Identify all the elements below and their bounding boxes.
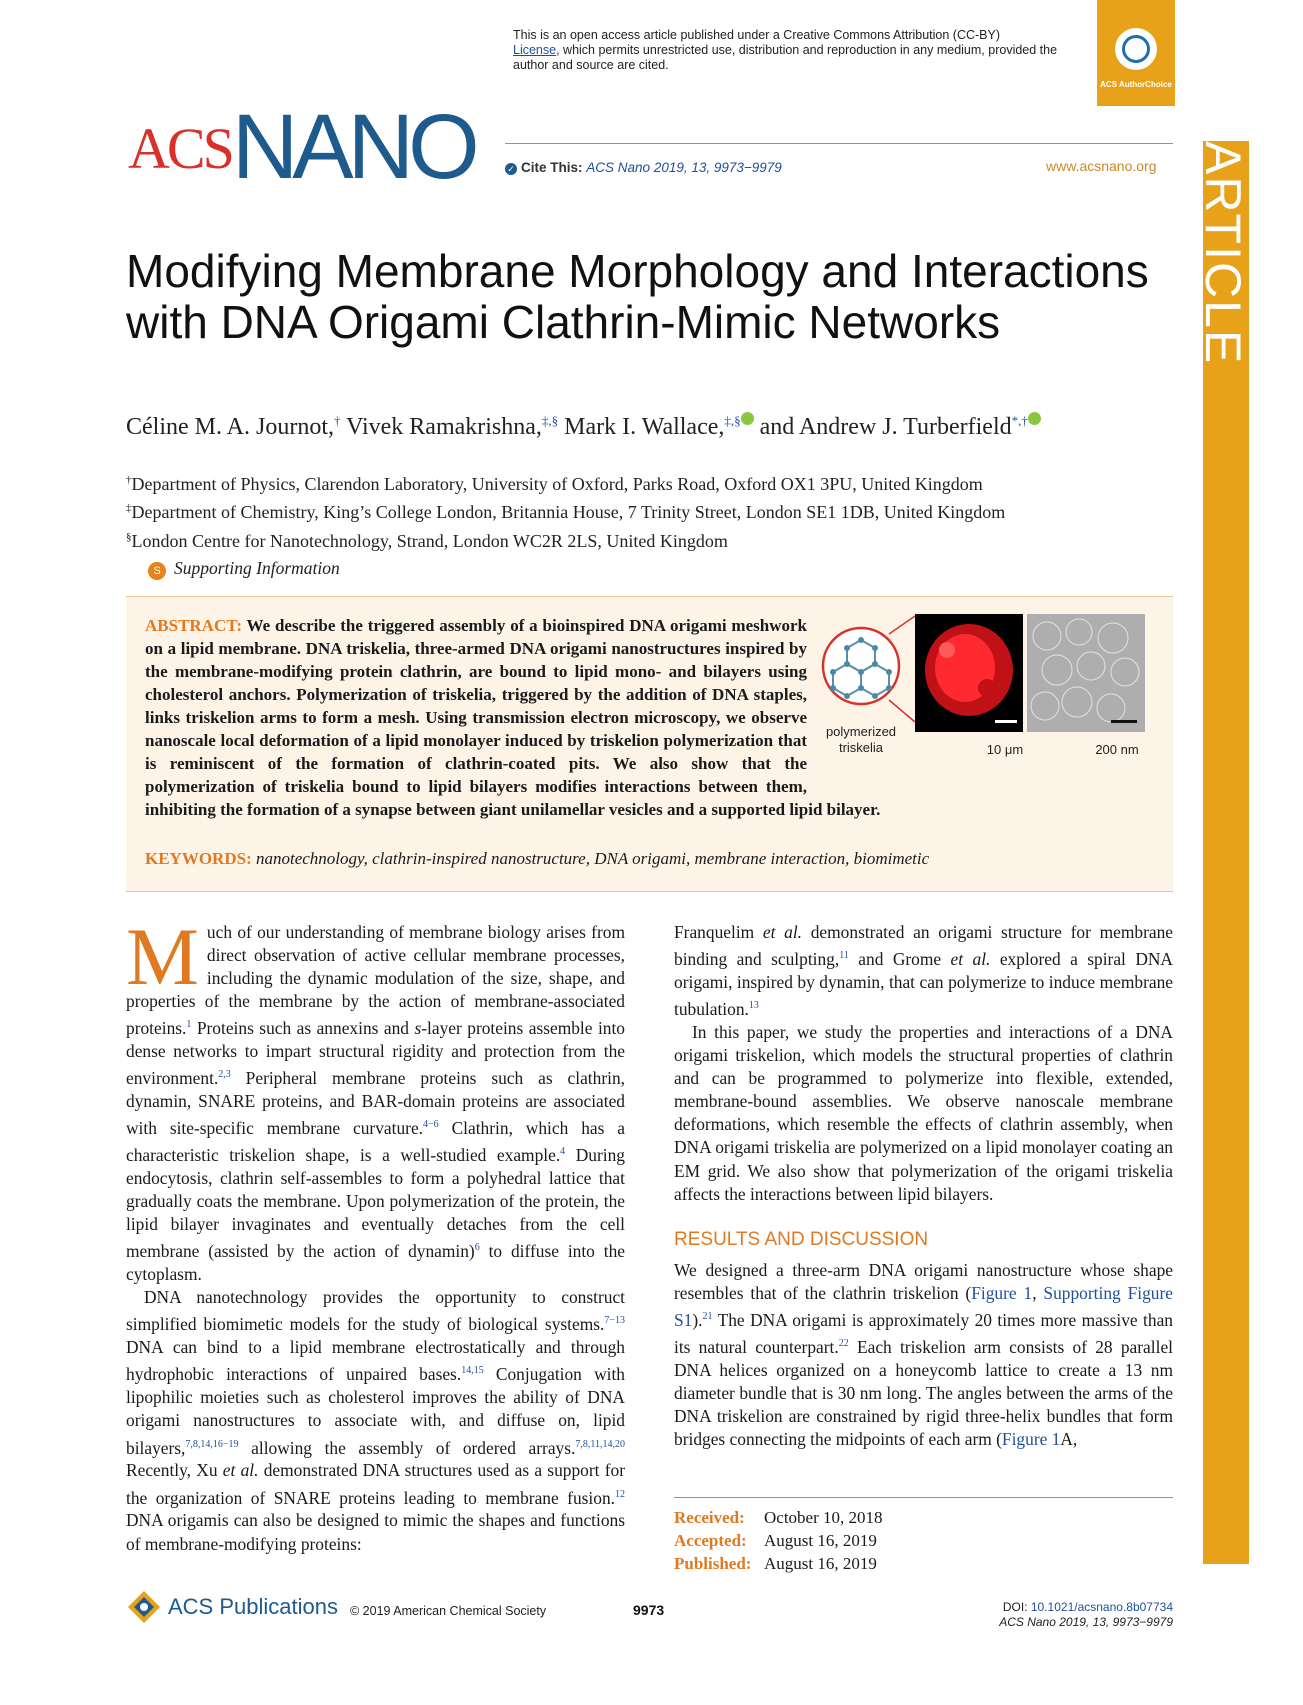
article-title: Modifying Membrane Morphology and Interactions with DNA Origami Clathrin-Mimic Networks (126, 245, 1149, 348)
page-number: 9973 (633, 1602, 665, 1618)
paragraph: Franquelim et al. demonstrated an origami structure for membrane binding and sculpting,$^{11}$ and Grome et al. explored a spiral DNA origami, inspired by dynamin, that can polymerize to induce membrane tubulation.$^{13}$ (674, 922, 1173, 1019)
toc-label-1: polymerized (825, 724, 897, 739)
section-heading: RESULTS AND DISCUSSION (674, 1228, 929, 1250)
author-list: Céline M. A. Journot,† Vivek Ramakrishna,‡,§ Mark I. Wallace,‡,§ and Andrew J. Turberfield*,† (126, 412, 1041, 441)
affiliation: §London Centre for Nanotechnology, Strand, London WC2R 2LS, United Kingdom (126, 531, 728, 551)
dates-rule (674, 1497, 1173, 1498)
toc-graphic-svg (819, 610, 1159, 772)
affiliation: †Department of Physics, Clarendon Laboratory, University of Oxford, Parks Road, Oxford OX1 3PU, United Kingdom (126, 474, 983, 494)
abstract-label: ABSTRACT: (145, 616, 242, 635)
paragraph: DNA nanotechnology provides the opportunity to construct simplified biomimetic models for the study of biological systems.$^{7-13}$ DNA can bind to a lipid membrane electrostatically and through hydrophobic interactions of unpaired bases.$^{14,15}$ Conjugation with lipophilic moieties such as cholesterol improves the ability of DNA origami nanostructures to associate with, and diffuse on, lipid bilayers,$^{7,8,14,16-19}$ allowing the assembly of ordered arrays.$^{7,8,11,14,20}$ Recently, Xu et al. demonstrated DNA structures used as a support for the organization of SNARE proteins leading to membrane fusion.$^{12}$ DNA origamis can also be designed to mimic the shapes and functions of membrane-modifying proteins: (126, 1287, 625, 1554)
body-column-right (674, 921, 1173, 1451)
supporting-info-icon: S (148, 562, 166, 580)
doi-block: DOI: 10.1021/acsnano.8b07734 ACS Nano 2019, 13, 9973−9979 (999, 1600, 1173, 1629)
abstract-body: We describe the triggered assembly of a bioinspired DNA origami meshwork on a lipid membrane. DNA triskelia, three-armed DNA origami nanostructures inspired by the membrane-modifying protein clathrin, are bound to lipid mono- and bilayers using cholesterol anchors. Polymerization of triskelia, triggered by the addition of DNA staples, links triskelion arms to form a mesh. Using transmission electron microscopy, we observe nanoscale local deformation of a lipid monolayer induced by triskelion polymerization that is reminiscent of the formation of clathrin-coated pits. We also show that the polymerization of triskelia bound to lipid bilayers modifies interactions between them, inhibiting the formation of a synapse between giant unilamellar vesicles and a supported lipid bilayer. (145, 616, 881, 819)
date-accepted: Accepted: August 16, 2019 (674, 1531, 877, 1550)
toc-graphic (819, 610, 1159, 772)
date-received: Received: October 10, 2018 (674, 1508, 883, 1527)
author[interactable]: Mark I. Wallace, (564, 414, 725, 440)
open-access-icon (1115, 28, 1157, 70)
open-access-notice: This is an open access article published under a Creative Commons Attribution (CC-BY) License, which permits unrestricted use, distribution and reproduction in any medium, provided the author and source are cited. (513, 28, 1058, 72)
supporting-figure-link: Supporting Figure S1 (674, 1282, 1173, 1330)
acs-authorchoice-badge[interactable]: ACS AuthorChoice (1097, 0, 1175, 106)
paragraph: Much of our understanding of membrane biology arises from direct observation of active cellular membrane processes, including the dynamic modulation of the size, shape, and properties of the membrane by the action of membrane-associated proteins.$^1$ Proteins such as annexins and s-layer proteins assemble into dense networks to impart structural rigidity and protection from the environment.$^{2,3}$ Peripheral membrane proteins such as clathrin, dynamin, SNARE proteins, and BAR-domain proteins are associated with site-specific membrane curvature.$^{4-6}$ Clathrin, which has a characteristic triskelion shape, is a well-studied example.$^4$ During endocytosis, clathrin self-assembles to form a polyhedral lattice that gradually coats the membrane. Upon polymerization of the protein, the lipid bilayer invaginates and eventually detaches from the cell membrane (assisted by the action of dynamin)$^6$ to diffuse into the cytoplasm. (126, 911, 626, 1285)
figure-link: Figure 1 (1001, 1429, 1061, 1450)
supporting-information-link[interactable]: S Supporting Information (148, 558, 340, 580)
date-published: Published: August 16, 2019 (674, 1554, 877, 1573)
author[interactable]: Céline M. A. Journot, (126, 414, 334, 440)
toc-label-2: triskelia (838, 740, 884, 755)
header-rule (505, 143, 1173, 144)
affiliation: ‡Department of Chemistry, King’s College London, Britannia House, 7 Trinity Street, London SE1 1DB, United Kingdom (126, 502, 1006, 522)
article-type-label: ARTICLE (1195, 141, 1251, 366)
scale-label-10um: 10 μm (986, 742, 1024, 757)
paragraph: We designed a three-arm DNA origami nanostructure whose shape resembles that of the clathrin triskelion (Figure 1, Supporting Figure S1).$^{21}$ The DNA origami is approximately 20 times more massive than its natural counterpart.$^{22}$ Each triskelion arm consists of 28 parallel DNA helices organized on a honeycomb lattice to create a 13 nm diameter bundle that is 30 nm long. The angles between the arms of the DNA triskelion are constrained by rigid three-helix bundles that form bridges connecting the midpoints of each arm (Figure 1A, (674, 1259, 1173, 1450)
figure-link: Figure 1 (971, 1282, 1033, 1303)
publication-dates (674, 1506, 883, 1575)
acs-publications-icon (126, 1589, 162, 1625)
orcid-icon[interactable] (741, 412, 754, 425)
orcid-icon[interactable] (1028, 412, 1041, 425)
body-column-left (126, 911, 626, 1556)
scale-label-200nm: 200 nm (1095, 742, 1139, 757)
journal-website-link[interactable]: www.acsnano.org (1046, 158, 1157, 174)
keywords: KEYWORDS: nanotechnology, clathrin-inspired nanostructure, DNA origami, membrane interaction, biomimetic (145, 849, 930, 868)
drop-cap: M (126, 911, 199, 1002)
license-link[interactable]: License (513, 43, 557, 57)
check-icon: ✓ (505, 163, 517, 175)
acs-publications-logo[interactable]: ACS Publications (126, 1589, 338, 1625)
copyright: © 2019 American Chemical Society (350, 1604, 547, 1618)
abstract (145, 614, 1155, 821)
author[interactable]: Vivek Ramakrishna, (346, 414, 542, 440)
paragraph: In this paper, we study the properties and interactions of a DNA origami triskelion, which models the structural properties of clathrin and can be programmed to polymerize into flexible, extended, membrane-bound assemblies. We observe nanoscale membrane deformations, which resemble the effects of clathrin assembly, when DNA origami triskelia are polymerized on a lipid monolayer coating an EM grid. We also show that polymerization of the origami triskelia affects the interactions between lipid bilayers. (674, 1021, 1173, 1204)
journal-logo: ACSNANO (128, 96, 474, 198)
author[interactable]: and Andrew J. Turberfield (759, 414, 1012, 440)
cite-this[interactable]: ✓ Cite This: ACS Nano 2019, 13, 9973−9979 (505, 160, 782, 175)
doi-link[interactable]: 10.1021/acsnano.8b07734 (1030, 1600, 1173, 1614)
